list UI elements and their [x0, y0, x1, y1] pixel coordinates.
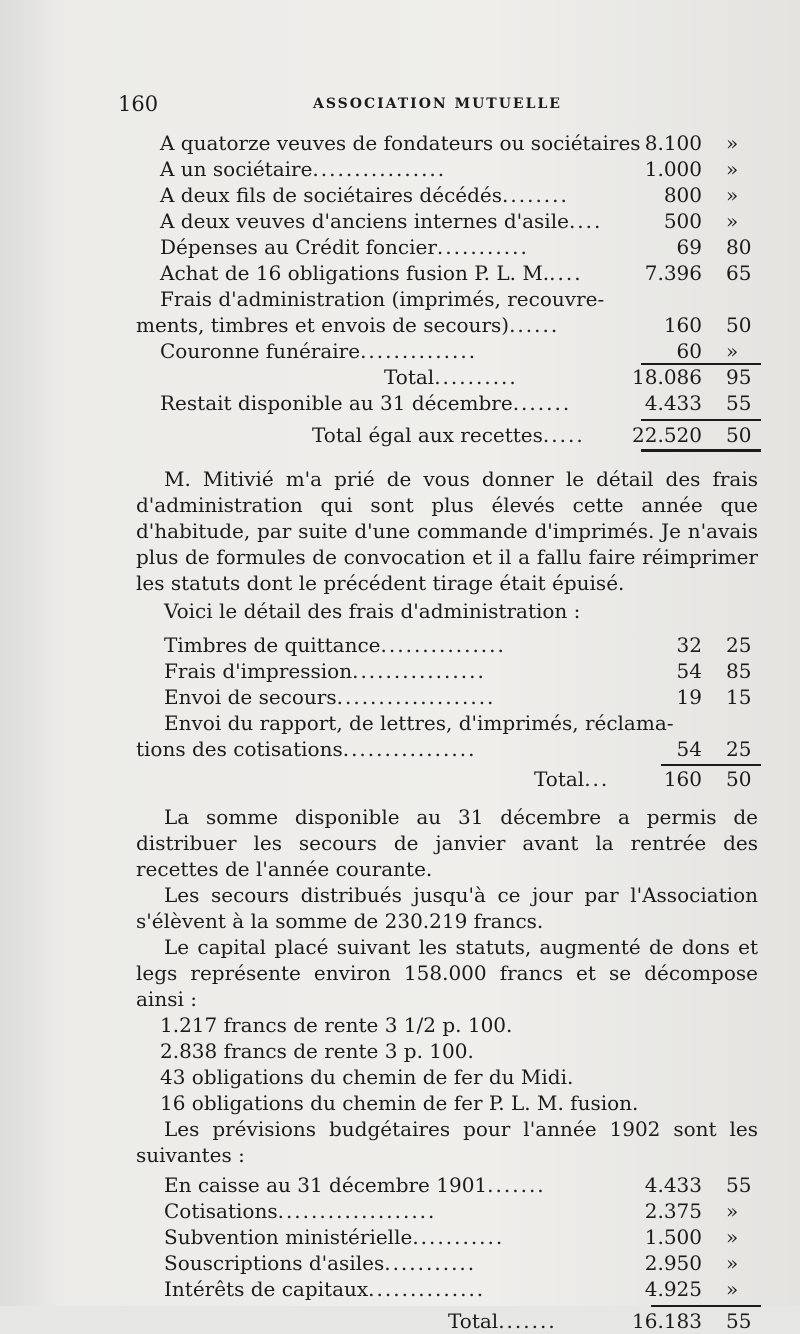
expense-row: A deux fils de sociétaires décédés........ 800 » [136, 182, 766, 208]
amount: 8.100 [644, 131, 702, 155]
admin-details-table [136, 632, 766, 792]
amount: 4.433 [644, 391, 702, 415]
amount: 2.375 [644, 1199, 702, 1223]
cents: » [726, 1199, 739, 1223]
expense-row-wreath: Couronne funéraire.............. 60 » [136, 338, 766, 364]
cents: 55 [726, 391, 752, 415]
amount: 22.520 [632, 423, 702, 447]
expense-row-admin-1: Frais d'administration (imprimés, recouvre- [160, 287, 605, 311]
page-header [118, 92, 568, 122]
cents: » [726, 131, 739, 155]
holding-item: 43 obligations du chemin de fer du Midi. [160, 1065, 574, 1089]
paragraph-admin-explanation: M. Mitivié m'a prié de vous donner le détail des frais d'administration qui sont plus élevés cette année que d'habitude, par suite d'une commande d'imprimés. Je n'avais plus de formules de convocation et il a fallu faire réimprimer les statuts dont le précédent tirage était épuisé. [136, 467, 758, 595]
cents: 15 [726, 685, 752, 709]
cents: » [726, 157, 739, 181]
paragraph-admin-detail-intro: Voici le détail des frais d'administration : [164, 599, 581, 623]
budget-row: Subvention ministérielle........... 1.500 » [136, 1224, 766, 1250]
admin-detail-row: Envoi de secours................... 19 15 [136, 684, 766, 710]
cents: » [726, 1277, 739, 1301]
cents: » [726, 1225, 739, 1249]
admin-total-row: Total... 160 50 [136, 766, 766, 792]
amount: 4.433 [644, 1173, 702, 1197]
budget-table [136, 1172, 766, 1334]
grand-total-row: Total égal aux recettes..... 22.520 50 [136, 422, 766, 448]
amount: 1.500 [644, 1225, 702, 1249]
cents: 25 [726, 737, 752, 761]
amount: 54 [676, 659, 702, 683]
expense-row: A deux veuves d'anciens internes d'asile.... 500 » [136, 208, 766, 234]
paragraph-budget-intro: Les prévisions budgétaires pour l'année 1902 sont les suivantes : [136, 1117, 758, 1167]
cents: 55 [726, 1309, 752, 1333]
expense-row: A quatorze veuves de fondateurs ou sociétaires 8.100 » [136, 130, 766, 156]
cents: 50 [726, 313, 752, 337]
cents: 50 [726, 423, 752, 447]
amount: 32 [676, 633, 702, 657]
amount: 500 [663, 209, 702, 233]
cents: » [726, 339, 739, 363]
budget-row: En caisse au 31 décembre 1901....... 4.433 55 [136, 1172, 766, 1198]
holdings-list [136, 1012, 766, 1116]
holding-item: 16 obligations du chemin de fer P. L. M. fusion. [160, 1091, 639, 1115]
expenses-table [136, 130, 766, 448]
running-title: ASSOCIATION MUTUELLE [313, 96, 562, 112]
holding-item: 2.838 francs de rente 3 p. 100. [160, 1039, 474, 1063]
holding-item: 1.217 francs de rente 3 1/2 p. 100. [160, 1013, 513, 1037]
sum-rule [641, 419, 761, 421]
expenses-total-row: Total.......... 18.086 95 [136, 364, 766, 390]
amount: 18.086 [632, 365, 702, 389]
amount: 69 [676, 235, 702, 259]
budget-row: Cotisations................... 2.375 » [136, 1198, 766, 1224]
amount: 4.925 [644, 1277, 702, 1301]
expense-row: A un sociétaire................ 1.000 » [136, 156, 766, 182]
cents: 85 [726, 659, 752, 683]
amount: 54 [676, 737, 702, 761]
cents: 65 [726, 261, 752, 285]
cents: 80 [726, 235, 752, 259]
expense-row-admin-2: ments, timbres et envois de secours)...... 160 50 [136, 312, 766, 338]
paragraph-relief-distributed: Les secours distribués jusqu'à ce jour par l'Association s'élèvent à la somme de 230.219 francs. [136, 883, 758, 933]
budget-total-row: Total....... 16.183 55 [136, 1308, 766, 1334]
amount: 16.183 [632, 1309, 702, 1333]
expense-row: Dépenses au Crédit foncier........... 69 80 [136, 234, 766, 260]
cents: 95 [726, 365, 752, 389]
admin-detail-row: Frais d'impression................ 54 85 [136, 658, 766, 684]
admin-detail-row: Timbres de quittance............... 32 25 [136, 632, 766, 658]
cents: » [726, 183, 739, 207]
admin-detail-row-last-1: Envoi du rapport, de lettres, d'imprimés, réclama- [164, 711, 674, 735]
budget-row: Intérêts de capitaux.............. 4.925 » [136, 1276, 766, 1302]
sum-rule [651, 1305, 761, 1307]
cents: » [726, 209, 739, 233]
amount: 160 [663, 313, 702, 337]
amount: 800 [663, 183, 702, 207]
cents: » [726, 1251, 739, 1275]
amount: 160 [663, 767, 702, 791]
amount: 60 [676, 339, 702, 363]
budget-row: Souscriptions d'asiles........... 2.950 » [136, 1250, 766, 1276]
paragraph-capital: Le capital placé suivant les statuts, augmenté de dons et legs représente environ 158.000 francs et se décompose ainsi : [136, 935, 758, 1011]
amount: 19 [676, 685, 702, 709]
remaining-row: Restait disponible au 31 décembre....... 4.433 55 [136, 390, 766, 416]
cents: 25 [726, 633, 752, 657]
cents: 55 [726, 1173, 752, 1197]
page-number: 160 [118, 92, 159, 116]
page-content [136, 130, 766, 1334]
expense-row: Achat de 16 obligations fusion P. L. M..... 7.396 65 [136, 260, 766, 286]
amount: 2.950 [644, 1251, 702, 1275]
admin-detail-row-last-2: tions des cotisations................ 54 25 [136, 736, 766, 762]
amount: 7.396 [644, 261, 702, 285]
paragraph-available-sum: La somme disponible au 31 décembre a permis de distribuer les secours de janvier avant la rentrée des recettes de l'année courante. [136, 805, 758, 881]
amount: 1.000 [644, 157, 702, 181]
double-rule [641, 449, 761, 452]
cents: 50 [726, 767, 752, 791]
